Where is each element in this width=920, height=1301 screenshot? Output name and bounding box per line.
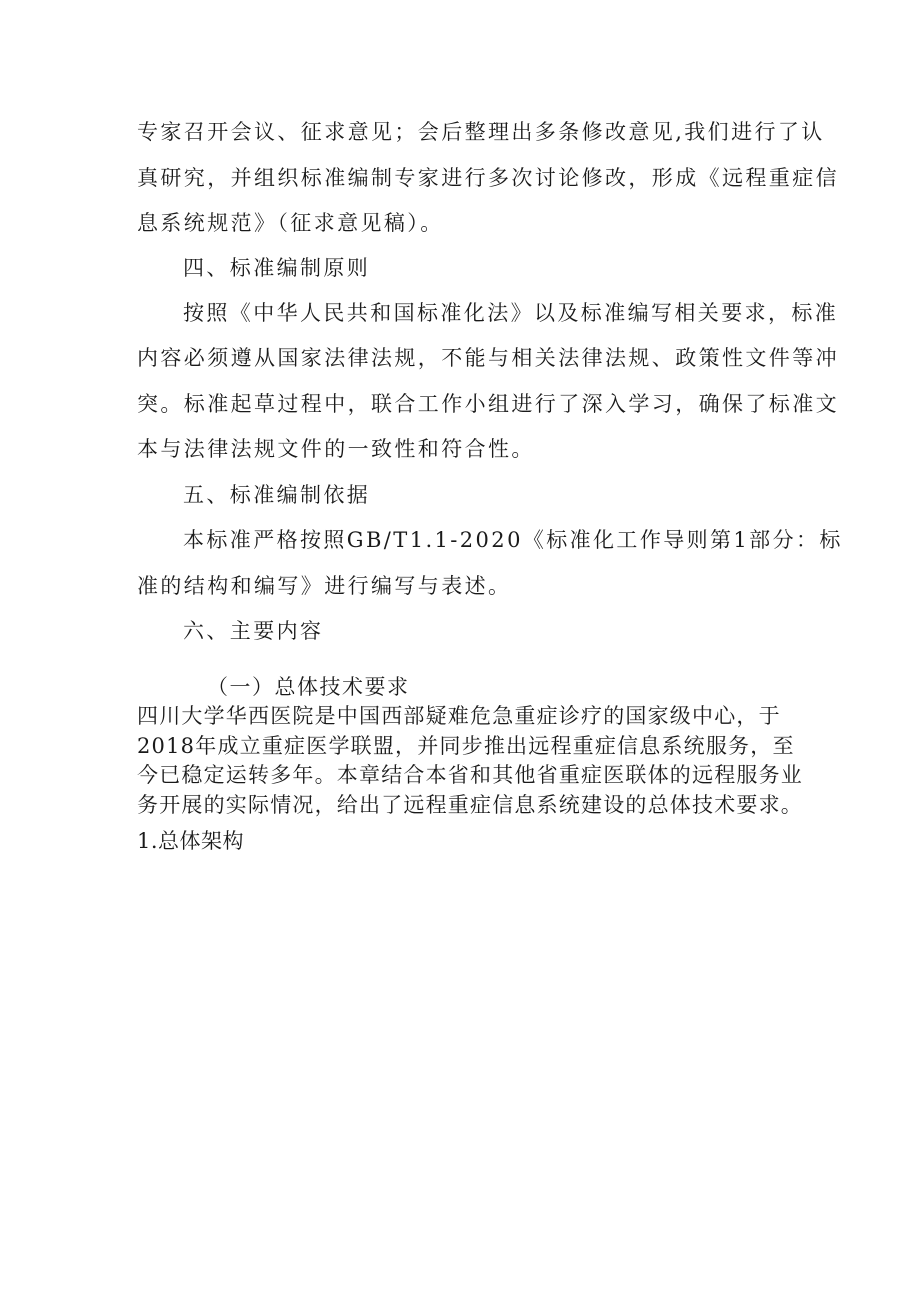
paragraph-line-3: 息系统规范》（征求意见稿）。 <box>137 211 444 235</box>
paragraph-line-12: 今已稳定运转多年。本章结合本省和其他省重症医联体的远程服务业 <box>137 763 803 787</box>
section-heading-basis: 五、标准编制依据 <box>183 483 371 507</box>
paragraph-line-8: 本标准严格按照GB/T1.1-2020《标准化工作导则第1部分：标 <box>183 528 843 552</box>
paragraph-line-10: 四川大学华西医院是中国西部疑难危急重症诊疗的国家级中心，于 <box>137 704 781 728</box>
paragraph-line-7: 本与法律法规文件的一致性和符合性。 <box>137 437 535 461</box>
subsection-heading-technical-requirements: （一）总体技术要求 <box>207 675 410 699</box>
paragraph-line-6: 突。标准起草过程中，联合工作小组进行了深入学习，确保了标准文 <box>137 392 839 416</box>
paragraph-line-5: 内容必须遵从国家法律法规，不能与相关法律法规、政策性文件等冲 <box>137 346 839 370</box>
paragraph-line-1: 专家召开会议、征求意见；会后整理出多条修改意见,我们进行了认 <box>137 120 825 144</box>
paragraph-line-9: 准的结构和编写》进行编写与表述。 <box>137 574 512 598</box>
paragraph-line-11: 2018年成立重症医学联盟，并同步推出远程重症信息系统服务，至 <box>137 734 795 758</box>
subsection-heading-architecture: 1.总体架构 <box>137 829 245 853</box>
paragraph-line-13: 务开展的实际情况，给出了远程重症信息系统建设的总体技术要求。 <box>137 793 803 817</box>
section-heading-main-content: 六、主要内容 <box>183 619 324 643</box>
paragraph-line-4: 按照《中华人民共和国标准化法》以及标准编写相关要求，标准 <box>183 301 839 325</box>
paragraph-line-2: 真研究，并组织标准编制专家进行多次讨论修改，形成《远程重症信 <box>137 166 839 190</box>
section-heading-principles: 四、标准编制原则 <box>183 256 371 280</box>
